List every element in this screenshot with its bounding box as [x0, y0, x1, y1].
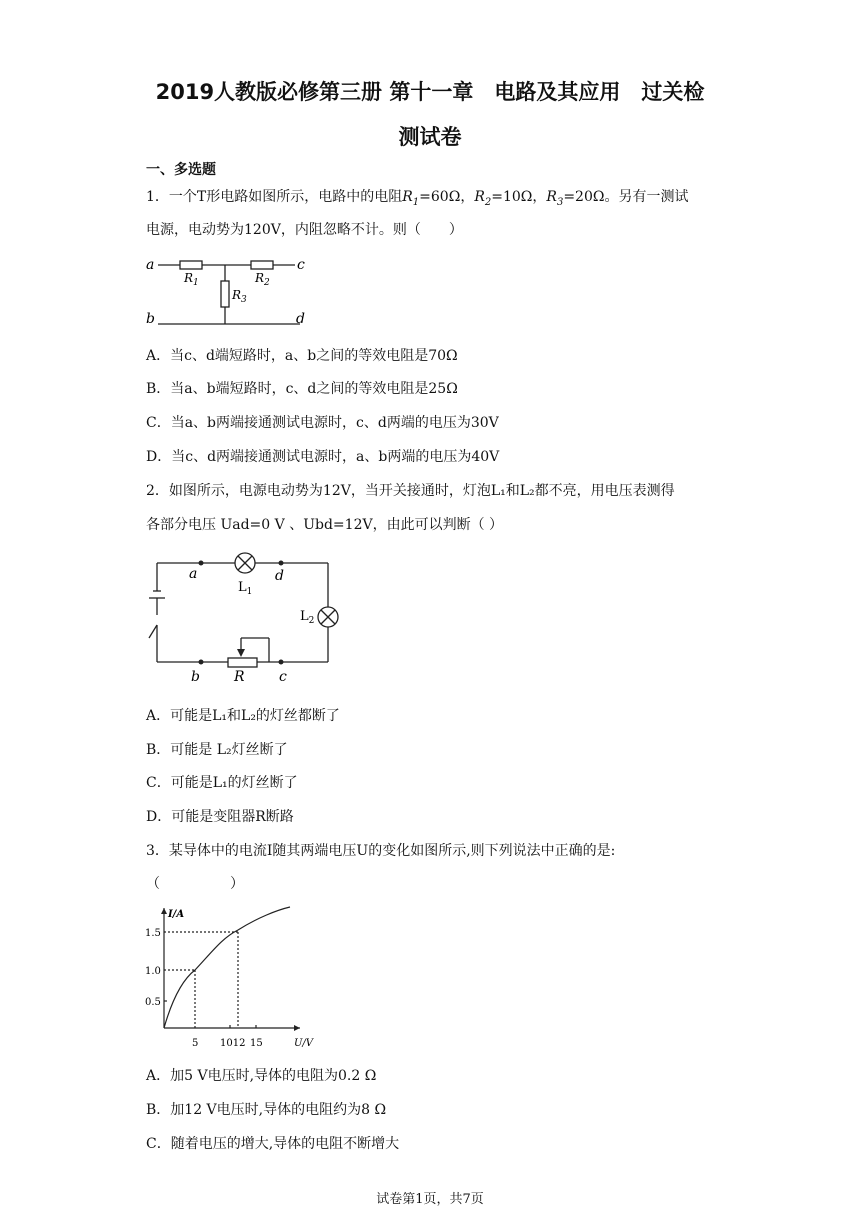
q3-option-b: B．加12 V电压时,导体的电阻约为8 Ω [146, 1102, 387, 1118]
q3-option-c: C．随着电压的增大,导体的电阻不断增大 [146, 1136, 400, 1152]
q3-stem-line2: （ ） [146, 876, 244, 892]
q1-stem-line1: 1．一个T形电路如图所示，电路中的电阻$R_1=60\Omega$，$R_2=10\Omega$，$R_3=20\Omega$。另有一测试 [146, 189, 689, 208]
q2-option-c: C．可能是L₁的灯丝断了 [146, 775, 298, 791]
q1-label-r3: $R_3$ [232, 288, 247, 305]
q2-terminal-b: b [191, 669, 200, 685]
q1-label-r2: $R_2$ [255, 271, 270, 288]
q3-x-tick-15: 15 [250, 1038, 263, 1049]
q2-lamp-circuit-figure [145, 545, 345, 690]
q2-option-a: A．可能是L₁和L₂的灯丝都断了 [146, 708, 340, 724]
q1-terminal-d: d [296, 311, 305, 327]
page-footer: 试卷第1页，共7页 [376, 1192, 484, 1207]
q1-option-d: D．当c、d两端接通测试电源时，a、b两端的电压为40V [146, 449, 500, 465]
q3-y-axis-label: I/A [168, 909, 185, 920]
q2-terminal-d: d [275, 568, 284, 584]
q3-y-tick-0-5: 0.5 [145, 997, 161, 1008]
q2-terminal-a: a [189, 566, 198, 582]
section-heading: 一、多选题 [146, 162, 216, 178]
q3-option-a: A．加5 V电压时,导体的电阻为0.2 Ω [146, 1068, 377, 1084]
q1-stem-line2: 电源，电动势为120V，内阻忽略不计。则（ ） [146, 222, 463, 238]
q1-terminal-a: a [146, 257, 155, 273]
q3-stem-line1: 3．某导体中的电流I随其两端电压U的变化如图所示,则下列说法中正确的是: [146, 843, 616, 859]
q1-option-c: C．当a、b两端接通测试电源时，c、d两端的电压为30V [146, 415, 499, 431]
q2-option-b: B．可能是 L₂灯丝断了 [146, 742, 288, 758]
q2-label-l2: $L_2$ [300, 609, 315, 626]
page-title-line1: 2019人教版必修第三册 第十一章 电路及其应用 过关检 [155, 80, 705, 104]
q3-x-tick-5: 5 [192, 1038, 199, 1049]
q2-option-d: D．可能是变阻器R断路 [146, 809, 294, 825]
q1-option-a: A．当c、d端短路时，a、b之间的等效电阻是70Ω [146, 348, 458, 364]
q2-terminal-c: c [279, 669, 287, 685]
q3-y-tick-1-5: 1.5 [145, 928, 161, 939]
q1-option-b: B．当a、b端短路时，c、d之间的等效电阻是25Ω [146, 381, 458, 397]
q3-x-axis-label: U/V [294, 1038, 314, 1049]
q3-x-tick-10-12: 1012 [220, 1038, 246, 1049]
q2-label-r: R [234, 669, 245, 685]
q2-stem-line2: 各部分电压 Uad=0 V 、Ubd=12V，由此可以判断（ ） [146, 517, 504, 533]
q3-y-tick-1-0: 1.0 [145, 966, 161, 977]
q1-terminal-b: b [146, 311, 155, 327]
q1-terminal-c: c [297, 257, 305, 273]
q1-t-circuit-figure [140, 248, 310, 332]
q2-stem-line1: 2．如图所示，电源电动势为12V，当开关接通时，灯泡L₁和L₂都不亮，用电压表测得 [146, 483, 675, 499]
page-title-line2: 测试卷 [398, 125, 462, 149]
q3-iu-graph-figure [142, 900, 322, 1056]
q2-label-l1: $L_1$ [238, 580, 253, 597]
q1-label-r1: $R_1$ [184, 271, 199, 288]
